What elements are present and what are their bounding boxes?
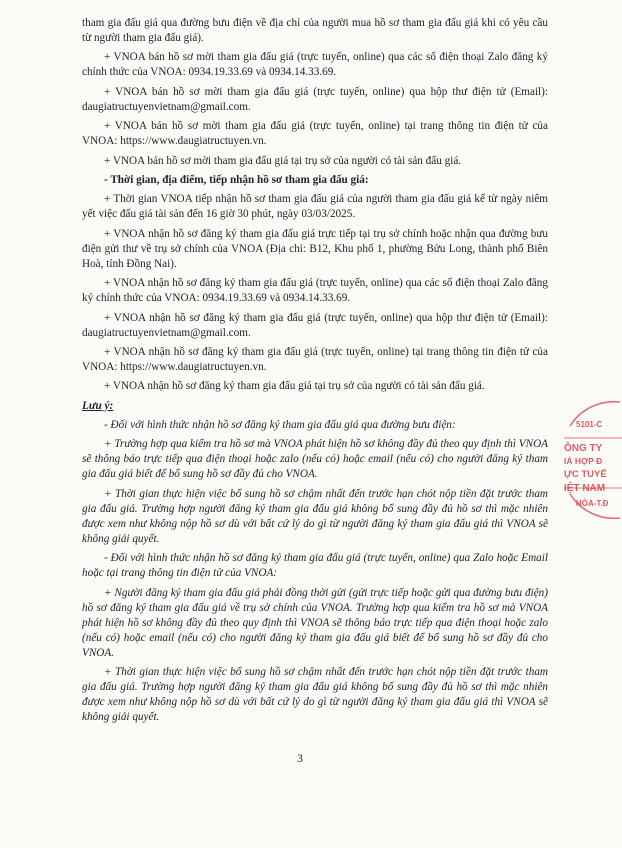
paragraph: - Đối với hình thức nhận hồ sơ đăng ký tham gia đấu giá qua đường bưu điện: <box>104 419 456 432</box>
paragraph: - Đối với hình thức nhận hồ sơ đăng ký tham gia đấu giá (trực tuyến, online) qua Zalo hoặc Email hoặc tại trang thông tin điện tử của VNOA: <box>82 552 548 580</box>
note-title: Lưu ý: <box>82 399 114 412</box>
seal-text-line: HÒA-T.Đ <box>576 499 609 508</box>
seal-text-line: ÔNG TY <box>564 443 603 454</box>
paragraph: + VNOA nhận hồ sơ đăng ký tham gia đấu giá tại trụ sở của người có tài sản đấu giá. <box>104 380 485 393</box>
paragraph: + VNOA nhận hồ sơ đăng ký tham gia đấu giá (trực tuyến, online) qua các số điện thoại Zalo đăng ký chính thức của VNOA: 0934.19.33.69 và 0934.14.33.69. <box>82 277 548 305</box>
paragraph: + VNOA bán hồ sơ mời tham gia đấu giá (trực tuyến, online) qua hộp thư điện tử (Email): daugiatructuyenvietnam@gmail.com. <box>82 85 548 113</box>
paragraph: + VNOA nhận hồ sơ đăng ký tham gia đấu giá (trực tuyến, online) tại trang thông tin điện tử của VNOA: https://www.daugiatructuyen.vn. <box>82 345 548 373</box>
paragraph: + Thời gian VNOA tiếp nhận hồ sơ tham gia đấu giá của người tham gia đấu giá kể từ ngày niêm yết việc đấu giá tài sản đến 16 giờ 30 phút, ngày 03/03/2025. <box>82 193 548 221</box>
paragraph: + Trường hợp qua kiểm tra hồ sơ mà VNOA phát hiện hồ sơ không đầy đủ theo quy định thì VNOA sẽ thông báo trực tiếp qua điện thoại hoặc zalo (nếu có) hoặc email (nếu có) cho người đăng ký tham gia đấu giá biết để bổ sung hồ sơ đầy đủ cho VNOA. <box>82 438 548 481</box>
seal-text-line: IÁ HỢP Đ <box>564 456 603 466</box>
paragraph: + VNOA nhận hồ sơ đăng ký tham gia đấu giá (trực tuyến, online) qua hộp thư điện tử (Email): daugiatructuyenvietnam@gmail.com. <box>82 311 548 339</box>
seal-text-line: IỆT NAM <box>564 483 606 494</box>
page-body <box>82 16 548 729</box>
section-heading: - Thời gian, địa điểm, tiếp nhận hồ sơ tham gia đấu giá: <box>104 173 369 186</box>
paragraph: + Người đăng ký tham gia đấu giá phải đồng thời gửi (gửi trực tiếp hoặc gửi qua đường bưu điện) hồ sơ đăng ký tham gia đấu giá về trụ sở chính của VNOA. Trường hợp qua kiểm tra hồ sơ mà VNOA phát hiện hồ sơ không đầy đủ theo quy định thì VNOA sẽ thông báo trực tiếp qua điện thoại hoặc zalo (nếu có) hoặc email (nếu có) cho người đăng ký tham gia đấu giá biết để bổ sung hồ sơ đầy đủ cho VNOA. <box>82 586 548 659</box>
page-number: 3 <box>297 753 303 765</box>
paragraph: tham gia đấu giá qua đường bưu điện về địa chỉ của người mua hồ sơ tham gia đấu giá khi có yêu cầu từ người tham gia đấu giá). <box>82 17 548 44</box>
paragraph: + Thời gian thực hiện việc bổ sung hồ sơ chậm nhất đến trước hạn chót nộp tiền đặt trước tham gia đấu giá. Trường hợp người đăng ký tham gia đấu giá không bổ sung đầy đủ hồ sơ thì mặc nhiên được xem như không nộp hồ sơ dù với bất cứ lý do gì từ người đăng ký tham gia đấu giá thì VNOA sẽ không giải quyết. <box>82 666 548 724</box>
paragraph: + VNOA bán hồ sơ mời tham gia đấu giá tại trụ sở của người có tài sản đấu giá. <box>104 154 462 167</box>
paragraph: + VNOA bán hồ sơ mời tham gia đấu giá (trực tuyến, online) qua các số điện thoại Zalo đăng ký chính thức của VNOA: 0934.19.33.69 và 0934.14.33.69. <box>82 51 548 79</box>
seal-text-line: ỰC TUYẾ <box>564 469 607 480</box>
company-seal-stamp <box>562 396 622 524</box>
paragraph: + Thời gian thực hiện việc bổ sung hồ sơ chậm nhất đến trước hạn chót nộp tiền đặt trước tham gia đấu giá. Trường hợp người đăng ký tham gia đấu giá không bổ sung đầy đủ hồ sơ thì mặc nhiên được xem như không nộp hồ sơ dù với bất cứ lý do gì từ người đăng ký tham gia đấu giá thì VNOA sẽ không giải quyết. <box>82 487 548 545</box>
paragraph: + VNOA nhận hồ sơ đăng ký tham gia đấu giá trực tiếp tại trụ sở chính hoặc nhận qua đường bưu điện gửi thư về trụ sở chính của VNOA (Địa chỉ: B12, Khu phố 1, phường Bửu Long, thành phố Biên Hoà, tỉnh Đồng Nai). <box>82 227 548 270</box>
seal-text-line: 5101-C <box>576 420 603 429</box>
paragraph: + VNOA bán hồ sơ mời tham gia đấu giá (trực tuyến, online) tại trang thông tin điện tử của VNOA: https://www.daugiatructuyen.vn. <box>82 120 548 148</box>
